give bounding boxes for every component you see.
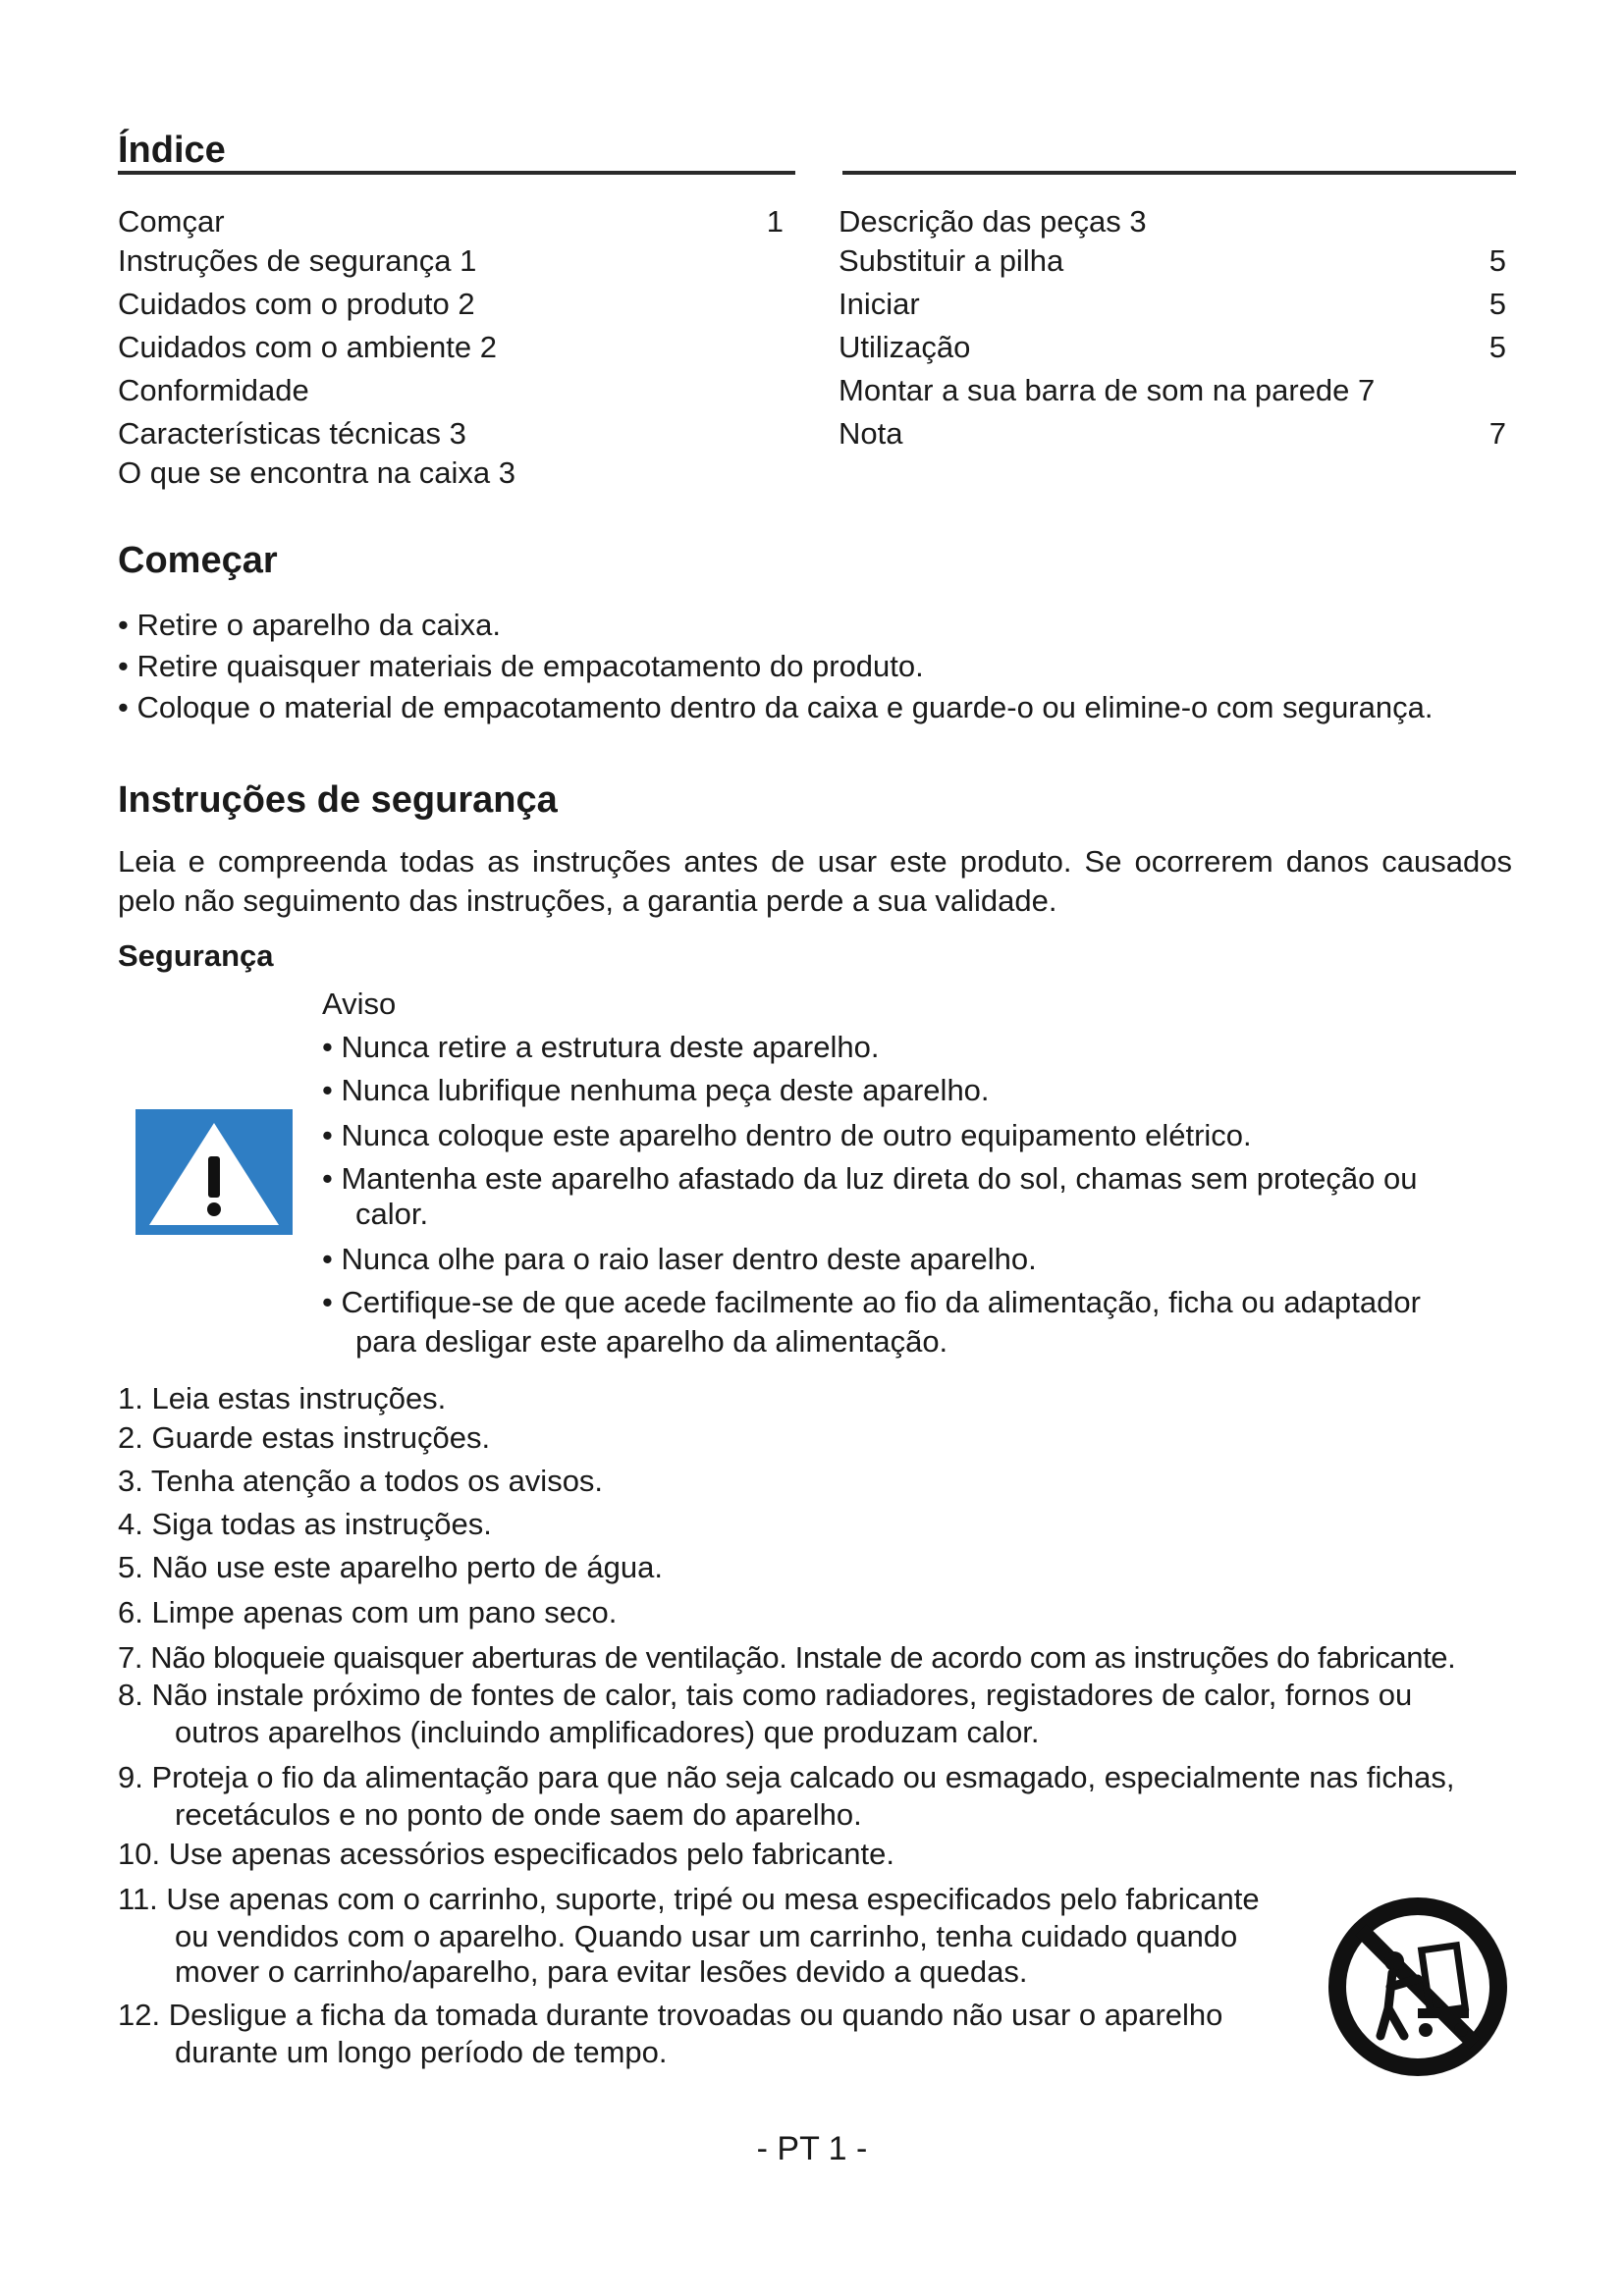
aviso-line: • Mantenha este aparelho afastado da luz direta do sol, chamas sem proteção ou (322, 1161, 1418, 1196)
bullet-line: • Retire o aparelho da caixa. (118, 608, 501, 642)
numbered-line: durante um longo período de tempo. (175, 2035, 668, 2069)
toc-item: Conformidade (118, 373, 309, 407)
aviso-line: • Nunca retire a estrutura deste aparelho. (322, 1030, 880, 1064)
numbered-line: 2. Guarde estas instruções. (118, 1420, 491, 1455)
toc-page: 5 (1489, 287, 1506, 321)
section-title-seguranca: Instruções de segurança (118, 779, 558, 821)
numbered-line: 1. Leia estas instruções. (118, 1381, 447, 1415)
toc-item: Características técnicas 3 (118, 416, 466, 451)
numbered-line: 12. Desligue a ficha da tomada durante trovoadas ou quando não usar o aparelho (118, 1998, 1223, 2032)
toc-title: Índice (118, 130, 226, 171)
aviso-line: • Nunca coloque este aparelho dentro de outro equipamento elétrico. (322, 1118, 1252, 1152)
numbered-line: outros aparelhos (incluindo amplificadores) que produzam calor. (175, 1715, 1040, 1749)
toc-item: Instruções de segurança 1 (118, 243, 477, 278)
toc-page: 7 (1489, 416, 1506, 451)
toc-item: Cuidados com o ambiente 2 (118, 330, 498, 364)
toc-item: Nota (839, 416, 903, 451)
bullet-line: • Coloque o material de empacotamento dentro da caixa e guarde-o ou elimine-o com segurança. (118, 690, 1434, 724)
numbered-line: 11. Use apenas com o carrinho, suporte, tripé ou mesa especificados pelo fabricante (118, 1882, 1260, 1916)
toc-item: Montar a sua barra de som na parede 7 (839, 373, 1376, 407)
toc-item: Cuidados com o produto 2 (118, 287, 475, 321)
numbered-line: 6. Limpe apenas com um pano seco. (118, 1595, 618, 1629)
toc-item: O que se encontra na caixa 3 (118, 455, 515, 490)
safety-intro: Leia e compreenda todas as instruções antes de usar este produto. Se ocorrerem danos causados pelo não seguimento das instruções, a garantia perde a sua validade. (118, 844, 1512, 918)
numbered-line: ou vendidos com o aparelho. Quando usar um carrinho, tenha cuidado quando (175, 1919, 1238, 1953)
page-footer: - PT 1 - (756, 2130, 868, 2167)
numbered-line: mover o carrinho/aparelho, para evitar lesões devido a quedas. (175, 1954, 1028, 1989)
toc-page: 5 (1489, 243, 1506, 278)
warning-icon (135, 1109, 293, 1235)
toc-page: 1 (766, 204, 784, 239)
numbered-line: 9. Proteja o fio da alimentação para que não seja calcado ou esmagado, especialmente nas fichas, (118, 1760, 1455, 1794)
aviso-line: para desligar este aparelho da alimentação. (355, 1324, 948, 1359)
toc-item: Descrição das peças 3 (839, 204, 1147, 239)
numbered-line: 8. Não instale próximo de fontes de calor, tais como radiadores, registadores de calor, fornos ou (118, 1678, 1413, 1712)
toc-rule-left (118, 171, 795, 175)
toc-page: 5 (1489, 330, 1506, 364)
toc-rule-right (842, 171, 1516, 175)
numbered-line: recetáculos e no ponto de onde saem do aparelho. (175, 1797, 862, 1832)
bullet-line: • Retire quaisquer materiais de empacotamento do produto. (118, 649, 924, 683)
numbered-line: 3. Tenha atenção a todos os avisos. (118, 1464, 604, 1498)
subsection-title: Segurança (118, 938, 274, 973)
numbered-line: 10. Use apenas acessórios especificados pelo fabricante. (118, 1837, 894, 1871)
aviso-line: calor. (355, 1197, 429, 1231)
aviso-title: Aviso (322, 987, 397, 1021)
numbered-line: 7. Não bloqueie quaisquer aberturas de ventilação. Instale de acordo com as instruções do fabricante. (118, 1640, 1456, 1675)
toc-item: Utilização (839, 330, 971, 364)
numbered-line: 4. Siga todas as instruções. (118, 1507, 492, 1541)
aviso-line: • Nunca olhe para o raio laser dentro deste aparelho. (322, 1242, 1037, 1276)
toc-item: Iniciar (839, 287, 920, 321)
aviso-line: • Certifique-se de que acede facilmente ao fio da alimentação, ficha ou adaptador (322, 1285, 1421, 1319)
toc-item: Comçar (118, 204, 225, 239)
section-title-comecar: Começar (118, 540, 278, 581)
aviso-line: • Nunca lubrifique nenhuma peça deste aparelho. (322, 1073, 990, 1107)
numbered-line: 5. Não use este aparelho perto de água. (118, 1550, 663, 1584)
toc-item: Substituir a pilha (839, 243, 1064, 278)
cart-warning-icon (1324, 1893, 1512, 2081)
